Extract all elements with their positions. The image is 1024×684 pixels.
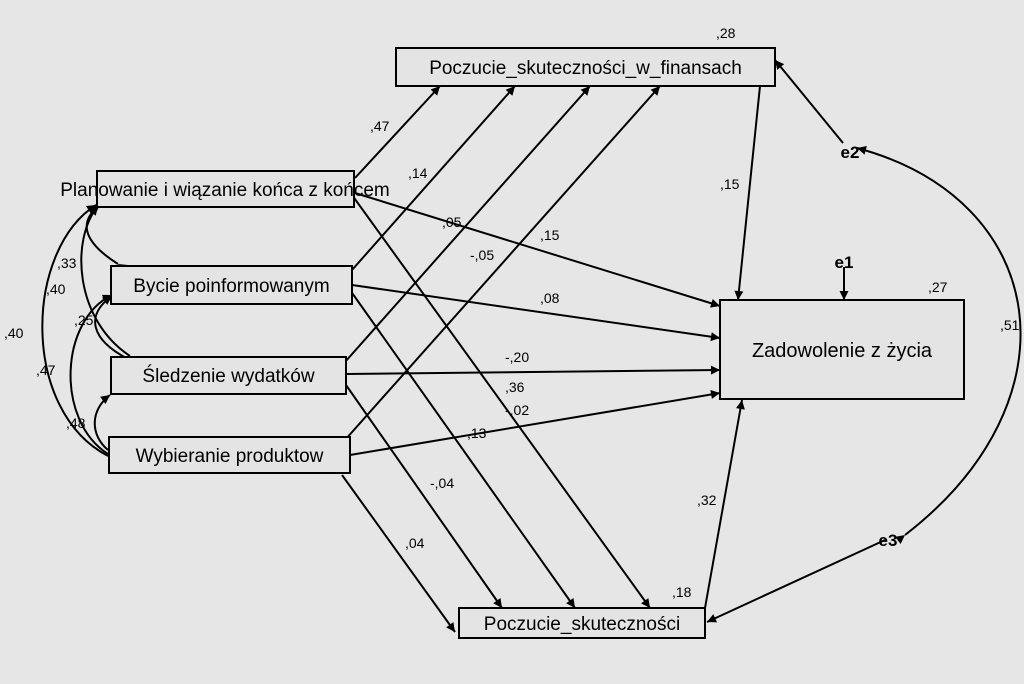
path-e3-to-skutecznosci bbox=[707, 540, 885, 622]
path-sledzenie-to-zadowolenie bbox=[346, 370, 720, 374]
path-bycie-to-finansach bbox=[352, 86, 515, 270]
node-sledzenie-label: Śledzenie wydatków bbox=[142, 366, 315, 387]
coef-sko-zad: ,32 bbox=[697, 492, 717, 508]
node-finansach bbox=[396, 48, 775, 86]
coef-wyb-sko: ,04 bbox=[405, 535, 425, 551]
cov-label-byc-wyb: ,47 bbox=[36, 362, 56, 378]
cov-label-plan-wyb: ,40 bbox=[4, 325, 24, 341]
cov-label-plan-byc: ,33 bbox=[57, 255, 77, 271]
node-wybieranie-label: Wybieranie produktow bbox=[135, 446, 324, 467]
coef-wyb-fin: ,15 bbox=[540, 227, 560, 243]
node-zadowolenie bbox=[720, 300, 964, 399]
coef-sle-fin: ,05 bbox=[442, 214, 462, 230]
coef-byc-zad: ,08 bbox=[540, 290, 560, 306]
cov-label-e2-e3: ,51 bbox=[1000, 317, 1020, 333]
node-bycie bbox=[111, 266, 352, 304]
node-bycie-label: Bycie poinformowanym bbox=[133, 276, 330, 297]
r2-finansach: ,28 bbox=[716, 25, 736, 41]
path-sledzenie-to-skutecznosci bbox=[346, 385, 502, 608]
node-planowanie bbox=[60, 171, 390, 207]
coef-sle-zad: -,20 bbox=[505, 349, 530, 365]
path-wybieranie-to-skutecznosci bbox=[342, 475, 455, 632]
coef-fin-zad: ,15 bbox=[720, 176, 740, 192]
coef-plan-fin: ,47 bbox=[370, 118, 390, 134]
node-zadowolenie-label: Zadowolenie z życia bbox=[751, 340, 933, 362]
r2-skutecznosci: ,18 bbox=[672, 584, 692, 600]
coef-byc-fin: ,14 bbox=[408, 165, 428, 181]
cov-label-byc-sle: ,25 bbox=[74, 312, 94, 328]
path-planowanie-to-skutecznosci bbox=[352, 195, 650, 608]
node-skutecznosci-label: Poczucie_skuteczności bbox=[483, 614, 681, 635]
node-finansach-label: Poczucie_skuteczności_w_finansach bbox=[429, 58, 742, 79]
coef-wyb-zad: -,02 bbox=[505, 402, 530, 418]
path-bycie-to-zadowolenie bbox=[352, 285, 720, 338]
node-sledzenie bbox=[111, 357, 346, 394]
cov-sledzenie-wybieranie bbox=[95, 395, 110, 450]
node-planowanie-label: Planowanie i wiązanie końca z końcem bbox=[60, 180, 390, 201]
coef-byc-sko: ,13 bbox=[467, 425, 487, 441]
cov-bycie-sledzenie bbox=[95, 296, 130, 360]
cov-label-plan-sle: ,40 bbox=[46, 281, 66, 297]
path-finansach-to-zadowolenie bbox=[738, 86, 760, 300]
coef-extra-neg: -,05 bbox=[470, 247, 495, 263]
coef-sle-sko: -,04 bbox=[430, 475, 455, 491]
node-wybieranie bbox=[109, 437, 350, 473]
path-wybieranie-to-zadowolenie bbox=[350, 393, 720, 455]
error-e3-label: e3 bbox=[878, 531, 898, 550]
error-e2-label: e2 bbox=[840, 143, 860, 162]
node-skutecznosci bbox=[459, 608, 705, 638]
cov-label-sle-wyb: ,48 bbox=[66, 415, 86, 431]
path-e2-to-finansach bbox=[775, 60, 843, 143]
coef-plan-sko: ,36 bbox=[505, 379, 525, 395]
r2-zadowolenie: ,27 bbox=[928, 279, 948, 295]
error-e1-label: e1 bbox=[834, 253, 854, 272]
